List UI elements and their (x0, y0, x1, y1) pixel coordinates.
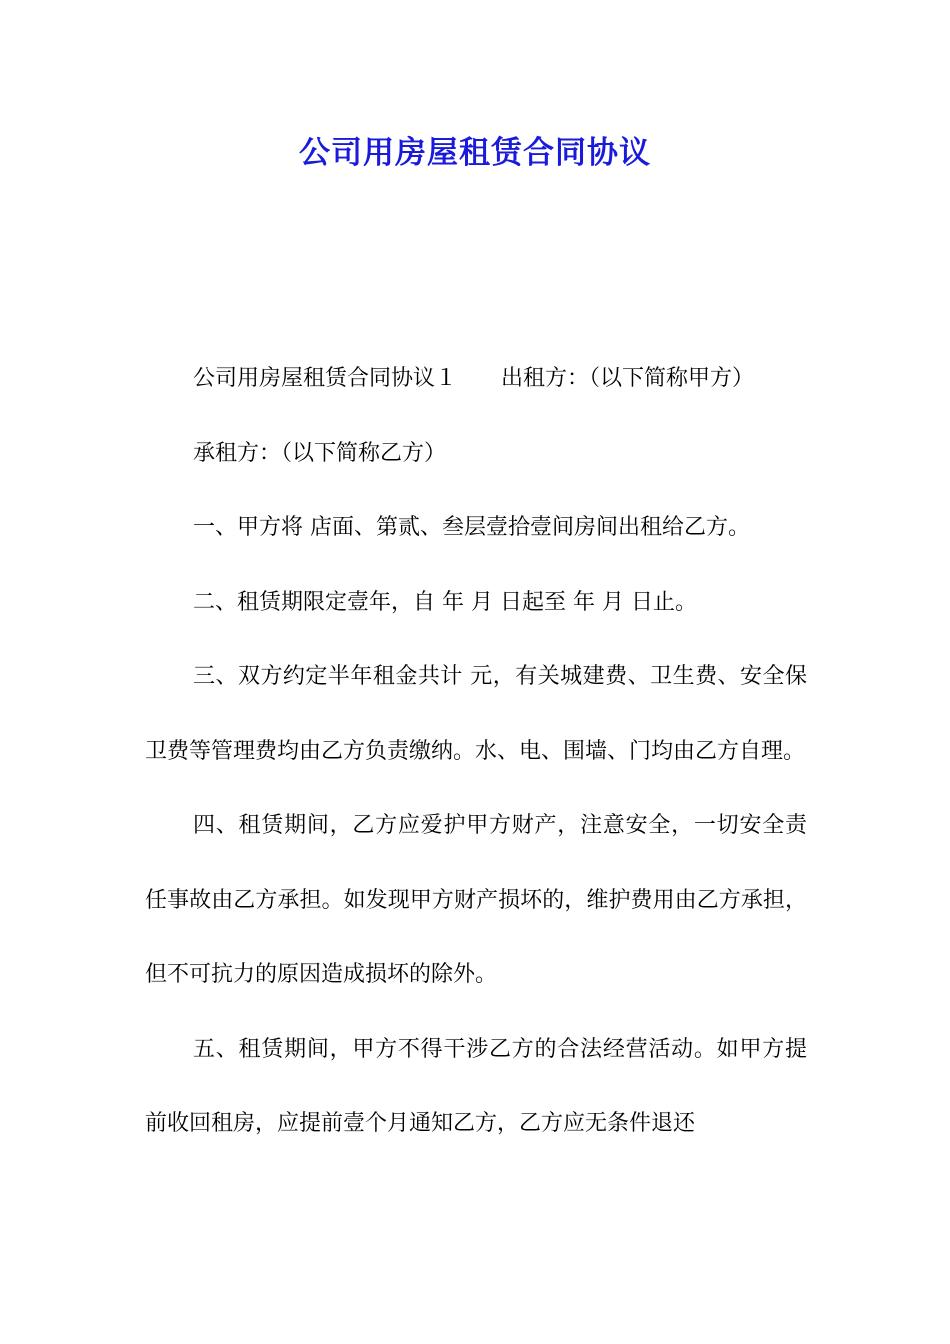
paragraph-clause-4: 四、租赁期间，乙方应爱护甲方财产，注意安全，一切安全责任事故由乙方承担。如发现甲方财产损坏的，维护费用由乙方承担，但不可抗力的原因造成损坏的除外。 (145, 813, 807, 987)
paragraph-clause-3: 三、双方约定半年租金共计 元，有关城建费、卫生费、安全保卫费等管理费均由乙方负责缴纳。水、电、围墙、门均由乙方自理。 (145, 664, 807, 764)
document-body (145, 342, 807, 1162)
paragraph-clause-5: 五、租赁期间，甲方不得干涉乙方的合法经营活动。如甲方提前收回租房，应提前壹个月通知乙方，乙方应无条件退还 (145, 1036, 807, 1136)
header-line (145, 342, 807, 417)
paragraph-clause-2: 二、租赁期限定壹年，自 年 月 日起至 年 月 日止。 (193, 589, 697, 615)
header-line-left: 公司用房屋租赁合同协议１ (193, 366, 458, 391)
document-title: 公司用房屋租赁合同协议 (299, 135, 651, 171)
header-line-right: 出租方：（以下简称甲方） (501, 366, 755, 391)
paragraph-lessee: 承租方：（以下简称乙方） (193, 440, 447, 466)
paragraph-clause-1: 一、甲方将 店面、第贰、叁层壹拾壹间房间出租给乙方。 (193, 515, 750, 540)
